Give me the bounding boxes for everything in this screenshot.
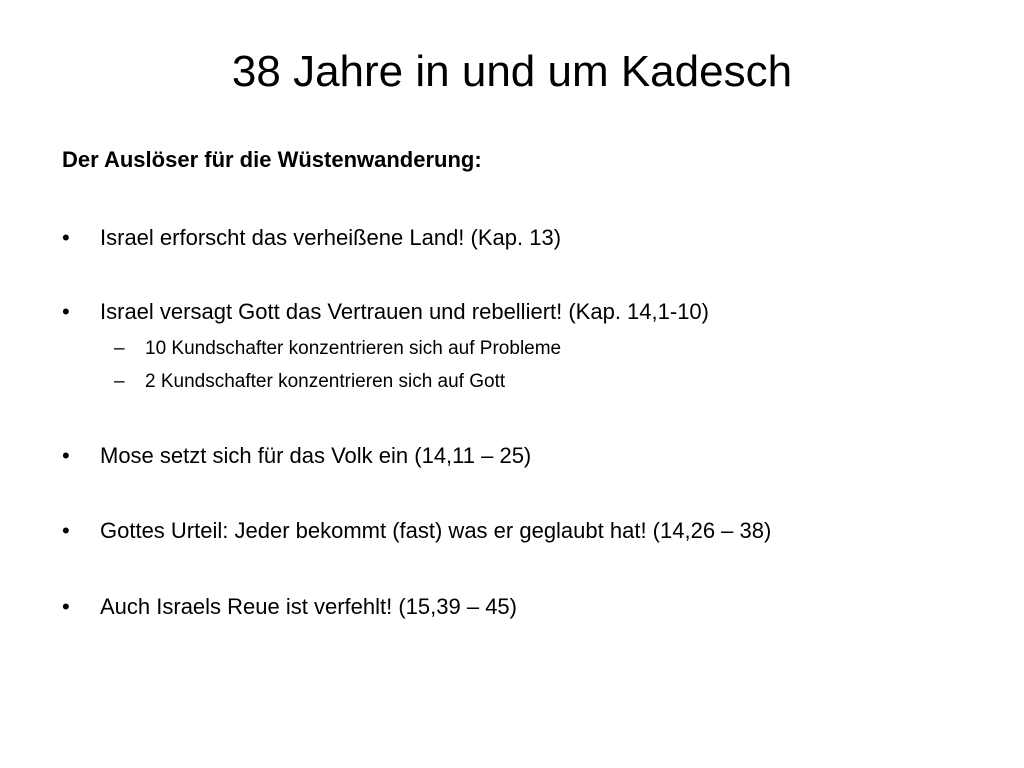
section-heading: Der Auslöser für die Wüstenwanderung: [62, 147, 482, 172]
bullet-text: Mose setzt sich für das Volk ein (14,11 – 25) [100, 443, 532, 468]
bullet-item [62, 296, 709, 328]
slide-title: 38 Jahre in und um Kadesch [231, 47, 793, 96]
bullet-marker: • [62, 443, 70, 468]
bullet-item [62, 222, 561, 254]
sub-marker: – [114, 338, 125, 359]
bullet-item [62, 440, 531, 472]
bullet-marker: • [62, 299, 70, 324]
sub-marker: – [114, 371, 125, 392]
sub-text: 2 Kundschafter konzentrieren sich auf Gott [145, 371, 506, 392]
bullet-marker: • [62, 225, 70, 250]
bullet-text: Auch Israels Reue ist verfehlt! (15,39 – 45) [100, 594, 517, 619]
bullet-item [62, 515, 771, 547]
bullet-text: Israel erforscht das verheißene Land! (Kap. 13) [100, 225, 562, 250]
bullet-marker: • [62, 518, 70, 543]
sub-text: 10 Kundschafter konzentrieren sich auf Probleme [145, 338, 562, 359]
bullet-item [62, 591, 517, 623]
bullet-marker: • [62, 594, 70, 619]
sub-item [114, 335, 561, 363]
bullet-text: Israel versagt Gott das Vertrauen und rebelliert! (Kap. 14,1-10) [100, 299, 709, 324]
sub-item [114, 368, 505, 396]
bullet-text: Gottes Urteil: Jeder bekommt (fast) was er geglaubt hat! (14,26 – 38) [100, 518, 772, 543]
